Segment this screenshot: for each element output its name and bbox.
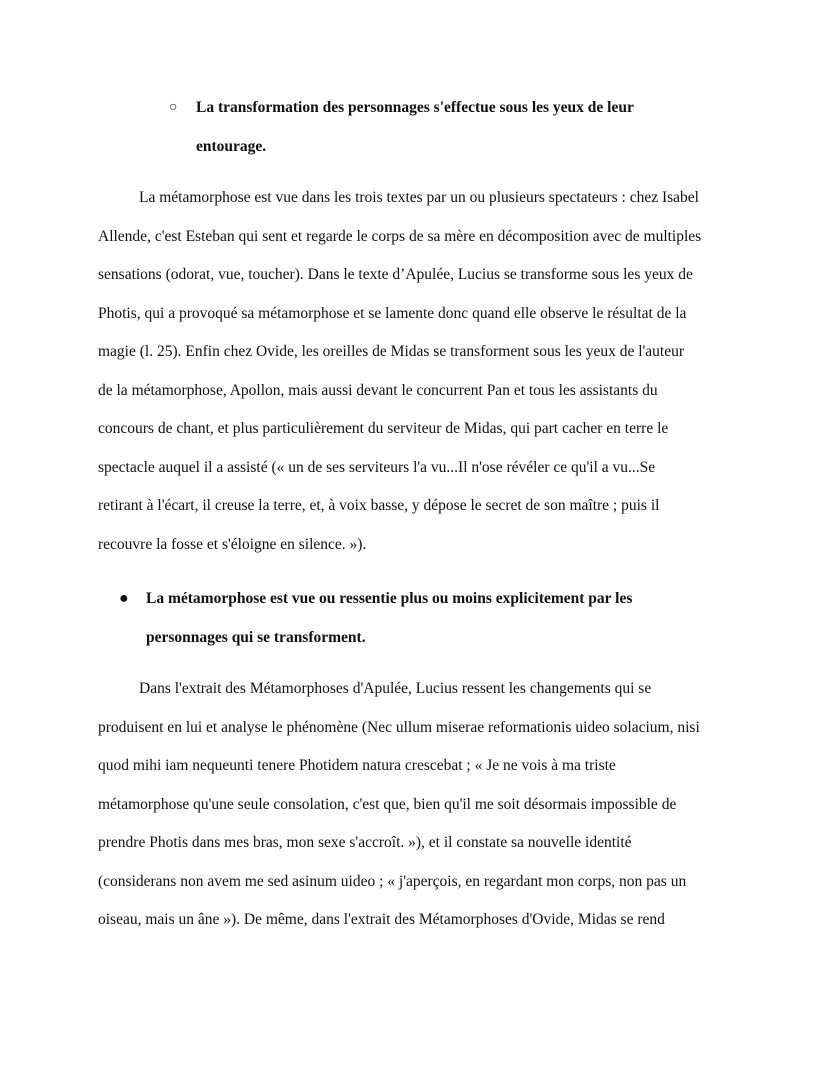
paragraph-line: prendre Photis dans mes bras, mon sexe s'accroît. »), et il constate sa nouvelle identité — [98, 834, 632, 851]
paragraph-spectateurs — [98, 179, 730, 564]
paragraph-line: quod mihi iam nequeunti tenere Photidem natura crescebat ; « Je ne vois à ma triste — [98, 757, 616, 774]
heading-line: entourage. — [196, 137, 267, 155]
paragraph-line: recouvre la fosse et s'éloigne en silence. »). — [98, 535, 367, 553]
paragraph-line: spectacle auquel il a assisté (« un de ses serviteurs l'a vu...Il n'ose révéler ce qu'il a vu...Se — [98, 458, 656, 476]
paragraph-line: produisent en lui et analyse le phénomène (Nec ullum miserae reformationis uideo solacium, nisi — [98, 718, 700, 736]
paragraph-line: sensations (odorat, vue, toucher). Dans le texte d’Apulée, Lucius se transforme sous les yeux de — [98, 266, 693, 283]
hollow-circle-bullet-icon: ○ — [169, 100, 178, 115]
paragraph-line: (considerans non avem me sed asinum uideo ; « j'aperçois, en regardant mon corps, non pas un — [98, 872, 687, 890]
paragraph-lucius — [98, 670, 730, 940]
paragraph-line: La métamorphose est vue dans les trois textes par un ou plusieurs spectateurs : chez Isabel — [139, 189, 699, 206]
paragraph-line: retirant à l'écart, il creuse la terre, et, à voix basse, y dépose le secret de son maître ; puis il — [98, 497, 660, 514]
heading-line: personnages qui se transforment. — [146, 628, 366, 646]
paragraph-line: oiseau, mais un âne »). De même, dans l'extrait des Métamorphoses d'Ovide, Midas se rend — [98, 911, 665, 928]
section-heading-transformation — [169, 89, 716, 166]
paragraph-line: concours de chant, et plus particulièrement du serviteur de Midas, qui part cacher en terre le — [98, 420, 669, 437]
paragraph-line: métamorphose qu'une seule consolation, c'est que, bien qu'il me soit désormais impossible de — [98, 795, 677, 813]
heading-line: La transformation des personnages s'effectue sous les yeux de leur — [196, 99, 634, 116]
paragraph-line: de la métamorphose, Apollon, mais aussi devant le concurrent Pan et tous les assistants du — [98, 381, 658, 399]
paragraph-line: magie (l. 25). Enfin chez Ovide, les oreilles de Midas se transforment sous les yeux de l'auteur — [98, 343, 685, 360]
paragraph-line: Photis, qui a provoqué sa métamorphose et se lamente donc quand elle observe le résultat de la — [98, 304, 687, 322]
paragraph-line: Dans l'extrait des Métamorphoses d'Apulée, Lucius ressent les changements qui se — [139, 680, 652, 697]
section-heading-ressentie — [119, 580, 706, 657]
paragraph-line: Allende, c'est Esteban qui sent et regarde le corps de sa mère en décomposition avec de multiples — [98, 227, 702, 245]
heading-line: La métamorphose est vue ou ressentie plus ou moins explicitement par les — [146, 590, 633, 607]
filled-circle-bullet-icon: ● — [119, 590, 129, 607]
